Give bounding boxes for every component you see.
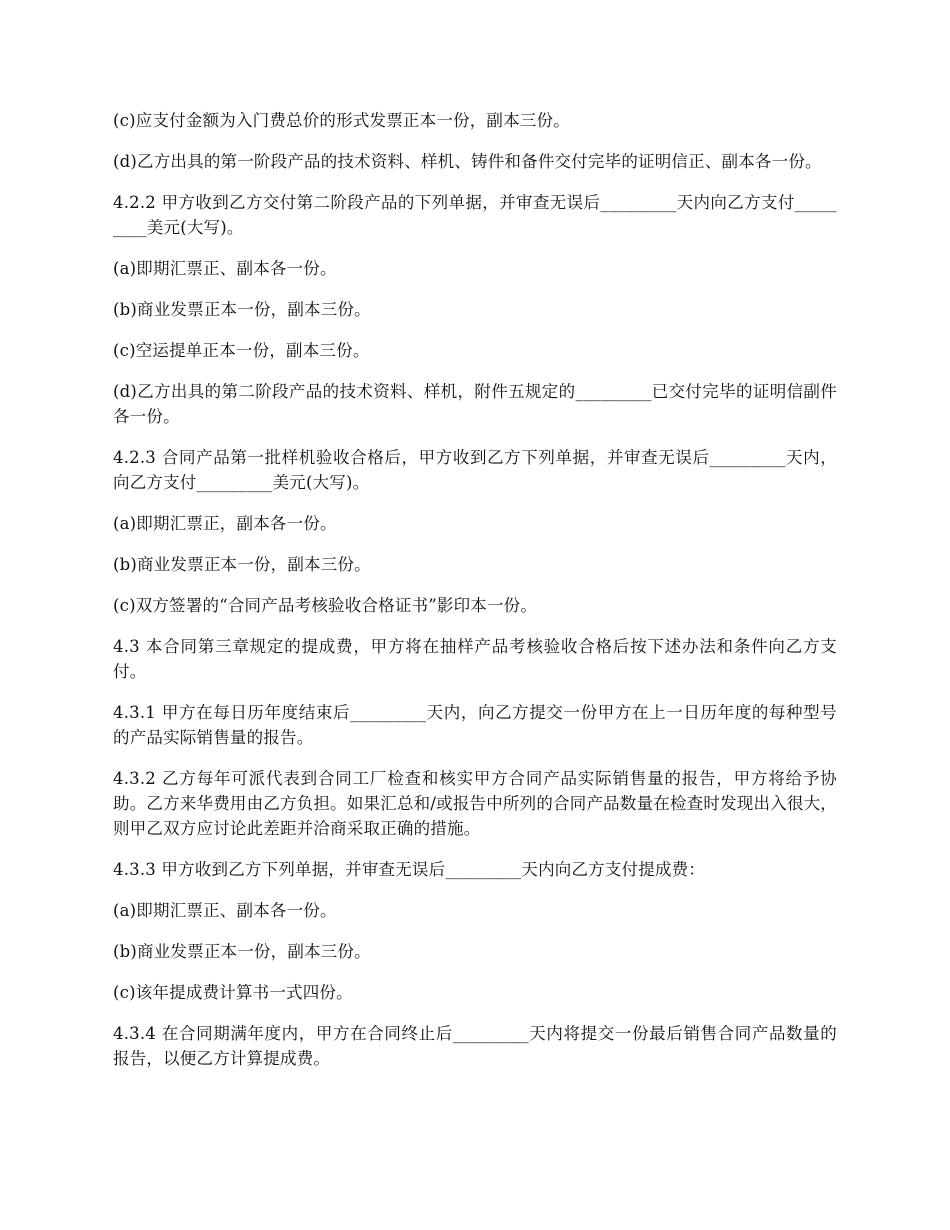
paragraph: (c)双方签署的“合同产品考核验收合格证书”影印本一份。 <box>113 596 538 615</box>
paragraph: 4.3.2 乙方每年可派代表到合同工厂检查和核实甲方合同产品实际销售量的报告，甲方将给予协助。乙方来华费用由乙方负担。如果汇总和/或报告中所列的合同产品数量在检查时发现出入很大，则甲乙双方应讨论此差距并洽商采取正确的措施。 <box>113 769 837 838</box>
paragraph: (d)乙方出具的第二阶段产品的技术资料、样机，附件五规定的_________已交付完毕的证明信副件各一份。 <box>113 382 837 426</box>
paragraph: (d)乙方出具的第一阶段产品的技术资料、样机、铸件和备件交付完毕的证明信正、副本各一份。 <box>113 152 822 171</box>
paragraph: (c)空运提单正本一份，副本三份。 <box>113 341 370 360</box>
paragraph: 4.2.3 合同产品第一批样机验收合格后，甲方收到乙方下列单据，并审查无误后_________天内，向乙方支付_________美元(大写)。 <box>113 448 837 492</box>
paragraph: (c)应支付金额为入门费总价的形式发票正本一份，副本三份。 <box>113 111 570 130</box>
paragraph: 4.2.2 甲方收到乙方交付第二阶段产品的下列单据，并审查无误后_________天内向乙方支付_________美元(大写)。 <box>113 193 837 237</box>
paragraph: (b)商业发票正本一份，副本三份。 <box>113 942 371 961</box>
paragraph: (a)即期汇票正，副本各一份。 <box>113 514 337 533</box>
paragraph: (b)商业发票正本一份，副本三份。 <box>113 300 371 319</box>
paragraph: (c)该年提成费计算书一式四份。 <box>113 983 353 1002</box>
paragraph: 4.3 本合同第三章规定的提成费，甲方将在抽样产品考核验收合格后按下述办法和条件向乙方支付。 <box>113 637 837 681</box>
paragraph: (b)商业发票正本一份，副本三份。 <box>113 555 371 574</box>
paragraph: (a)即期汇票正、副本各一份。 <box>113 901 337 920</box>
document-body <box>113 108 837 1087</box>
paragraph: 4.3.3 甲方收到乙方下列单据，并审查无误后_________天内向乙方支付提成费： <box>113 860 706 879</box>
paragraph: 4.3.4 在合同期满年度内，甲方在合同终止后_________天内将提交一份最后销售合同产品数量的报告，以便乙方计算提成费。 <box>113 1024 837 1068</box>
paragraph: 4.3.1 甲方在每日历年度结束后_________天内，向乙方提交一份甲方在上一日历年度的每种型号的产品实际销售量的报告。 <box>113 703 837 747</box>
paragraph: (a)即期汇票正、副本各一份。 <box>113 259 337 278</box>
